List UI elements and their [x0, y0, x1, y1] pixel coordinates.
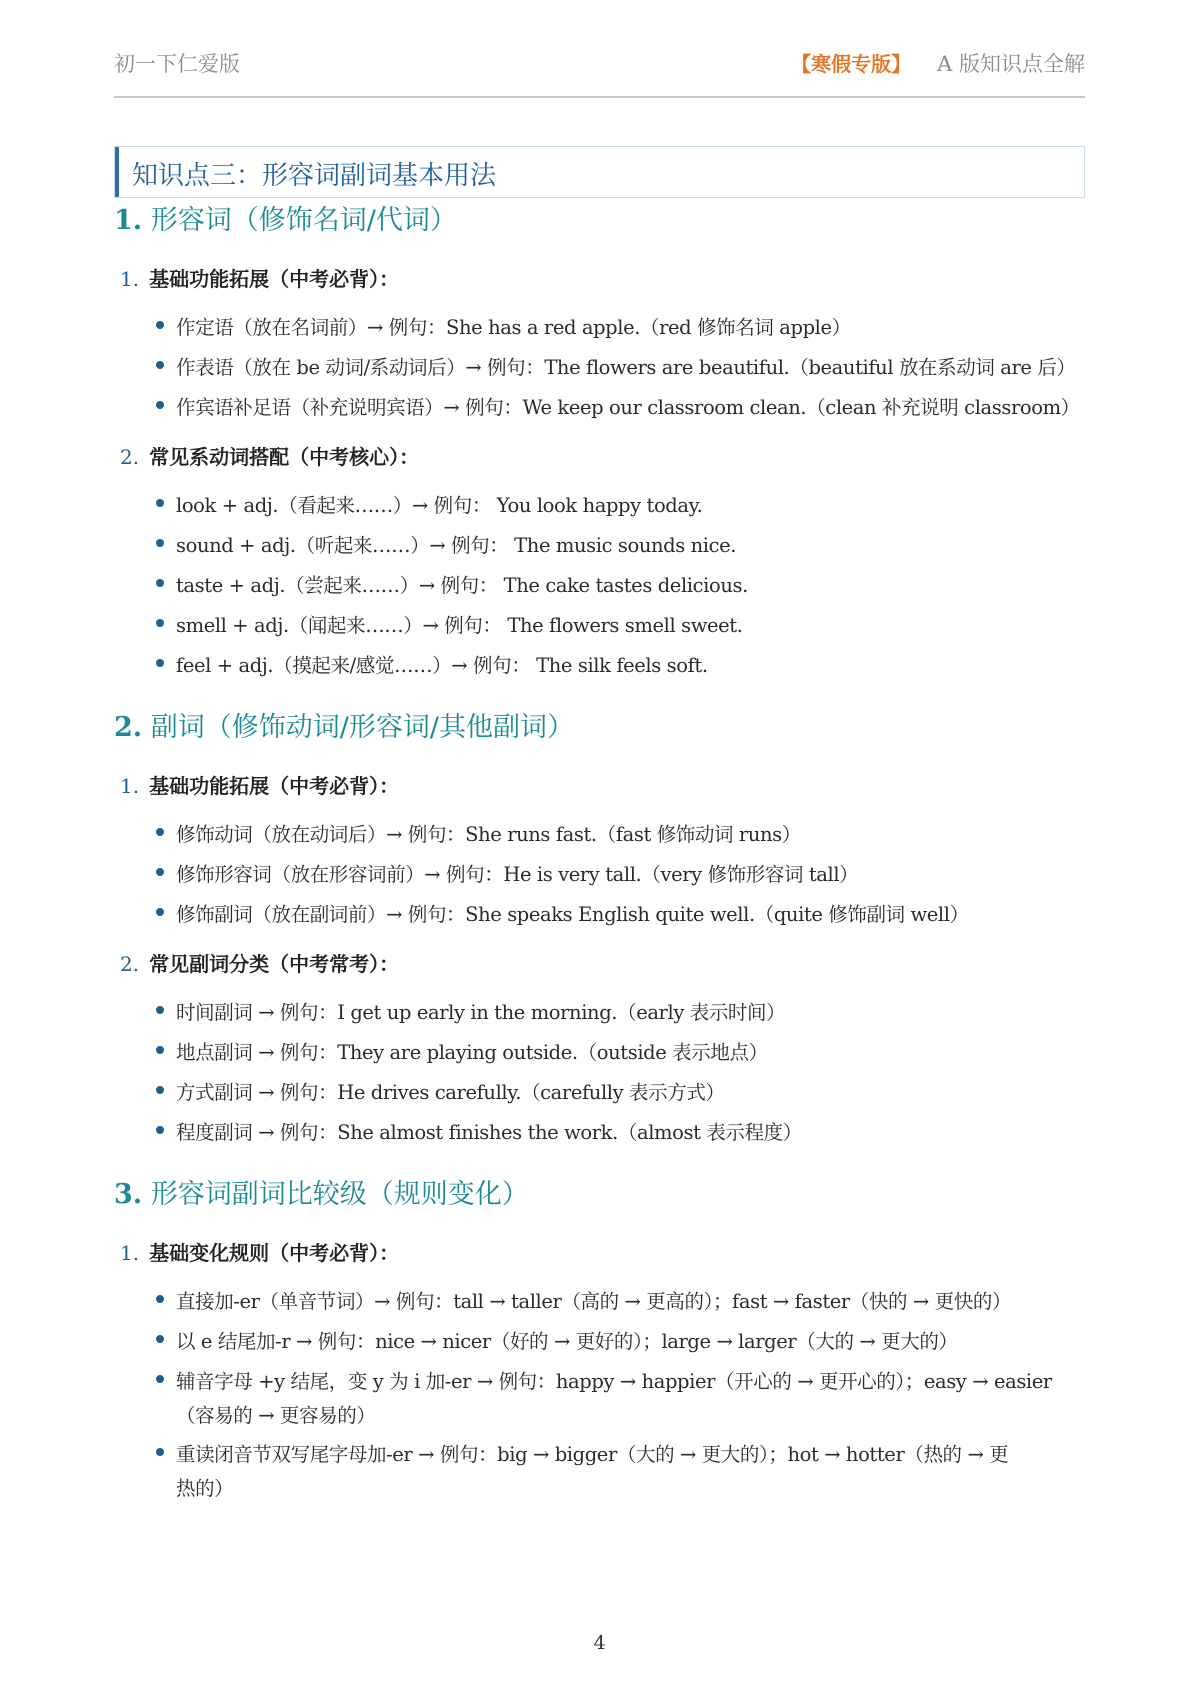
- knowledge-point-box: [114, 146, 1085, 198]
- bullet-icon: [156, 1375, 164, 1383]
- subheading: [120, 1237, 399, 1266]
- bullet-icon: [156, 1295, 164, 1303]
- header-right: [791, 48, 1085, 78]
- list-item-text: look + adj.（看起来……）→ 例句： You look happy today.: [176, 494, 703, 517]
- subheading-title: 基础功能拓展（中考必背）：: [149, 267, 400, 291]
- list-item-text: 作宾语补足语（补充说明宾语）→ 例句：We keep our classroom clean.（clean 补充说明 classroom）: [176, 396, 1080, 419]
- list-item-text: smell + adj.（闻起来……）→ 例句： The flowers smell sweet.: [176, 614, 743, 637]
- subheading: [120, 948, 399, 977]
- section-heading-2: [114, 705, 574, 744]
- bullet-icon: [156, 619, 164, 627]
- section-number: 1.: [114, 205, 143, 236]
- bullet-icon: [156, 659, 164, 667]
- bullet-icon: [156, 361, 164, 369]
- section-title: 形容词副词比较级（规则变化）: [150, 1179, 529, 1210]
- subheading-title: 基础功能拓展（中考必背）：: [149, 774, 400, 798]
- bullet-icon: [156, 499, 164, 507]
- header-left: 初一下仁爱版: [114, 52, 240, 76]
- subheading: [120, 441, 419, 470]
- list-item-text: 作定语（放在名词前）→ 例句：She has a red apple.（red 修饰名词 apple）: [176, 316, 851, 339]
- list-item-text: 地点副词 → 例句：They are playing outside.（outside 表示地点）: [176, 1041, 768, 1064]
- bullet-icon: [156, 579, 164, 587]
- list-item-text: 程度副词 → 例句：She almost finishes the work.（almost 表示程度）: [176, 1121, 802, 1144]
- list-item-text: 辅音字母 +y 结尾，变 y 为 i 加-er → 例句：happy → happier（开心的 → 更开心的）；easy → easier: [176, 1370, 1052, 1393]
- bullet-icon: [156, 1046, 164, 1054]
- list-item-text: taste + adj.（尝起来……）→ 例句： The cake tastes delicious.: [176, 574, 748, 597]
- section-title: 副词（修饰动词/形容词/其他副词）: [150, 712, 574, 743]
- list-item-text: 以 e 结尾加-r → 例句：nice → nicer（好的 → 更好的）；large → larger（大的 → 更大的）: [176, 1330, 958, 1353]
- header-right-text: A 版知识点全解: [937, 52, 1085, 76]
- list-item-text: feel + adj.（摸起来/感觉……）→ 例句： The silk feels soft.: [176, 654, 708, 677]
- knowledge-point-title: 知识点三：形容词副词基本用法: [132, 161, 497, 191]
- bullet-icon: [156, 1335, 164, 1343]
- list-item-text: 作表语（放在 be 动词/系动词后）→ 例句：The flowers are beautiful.（beautiful 放在系动词 are 后）: [176, 356, 1076, 379]
- bullet-icon: [156, 908, 164, 916]
- bullet-icon: [156, 1448, 164, 1456]
- list-item-text: 直接加-er（单音节词）→ 例句：tall → taller（高的 → 更高的）；fast → faster（快的 → 更快的）: [176, 1290, 1012, 1313]
- section-heading-1: [114, 198, 457, 237]
- bullet-icon: [156, 1126, 164, 1134]
- bullet-icon: [156, 868, 164, 876]
- section-number: 2.: [114, 712, 143, 743]
- page-header: [114, 44, 1085, 98]
- list-item-text: 重读闭音节双写尾字母加-er → 例句：big → bigger（大的 → 更大的）；hot → hotter（热的 → 更: [176, 1443, 1009, 1466]
- bullet-icon: [156, 1086, 164, 1094]
- subheading-number: 1.: [120, 774, 140, 798]
- subheading-number: 2.: [120, 445, 140, 469]
- subheading: [120, 263, 399, 292]
- list-item-text: 修饰副词（放在副词前）→ 例句：She speaks English quite well.（quite 修饰副词 well）: [176, 903, 969, 926]
- subheading: [120, 770, 399, 799]
- subheading-title: 基础变化规则（中考必背）：: [149, 1241, 400, 1265]
- bullet-icon: [156, 401, 164, 409]
- list-item-text: sound + adj.（听起来……）→ 例句： The music sounds nice.: [176, 534, 737, 557]
- list-item-continuation: （容易的 → 更容易的）: [176, 1404, 376, 1427]
- subheading-number: 1.: [120, 1241, 140, 1265]
- bullet-icon: [156, 1006, 164, 1014]
- bullet-icon: [156, 321, 164, 329]
- subheading-number: 2.: [120, 952, 140, 976]
- section-number: 3.: [114, 1179, 143, 1210]
- section-title: 形容词（修饰名词/代词）: [150, 205, 457, 236]
- header-tag: 【寒假专版】: [791, 52, 912, 76]
- list-item-text: 时间副词 → 例句：I get up early in the morning.（early 表示时间）: [176, 1001, 786, 1024]
- page: [114, 44, 1085, 1654]
- list-item-text: 方式副词 → 例句：He drives carefully.（carefully 表示方式）: [176, 1081, 725, 1104]
- list-item-text: 修饰形容词（放在形容词前）→ 例句：He is very tall.（very 修饰形容词 tall）: [176, 863, 859, 886]
- list-item-text: 修饰动词（放在动词后）→ 例句：She runs fast.（fast 修饰动词 runs）: [176, 823, 801, 846]
- section-heading-3: [114, 1172, 529, 1211]
- bullet-icon: [156, 539, 164, 547]
- subheading-number: 1.: [120, 267, 140, 291]
- subheading-title: 常见系动词搭配（中考核心）：: [149, 445, 420, 469]
- list-item-continuation: 热的）: [176, 1477, 234, 1500]
- subheading-title: 常见副词分类（中考常考）：: [149, 952, 400, 976]
- bullet-icon: [156, 828, 164, 836]
- page-number: 4: [593, 1632, 606, 1654]
